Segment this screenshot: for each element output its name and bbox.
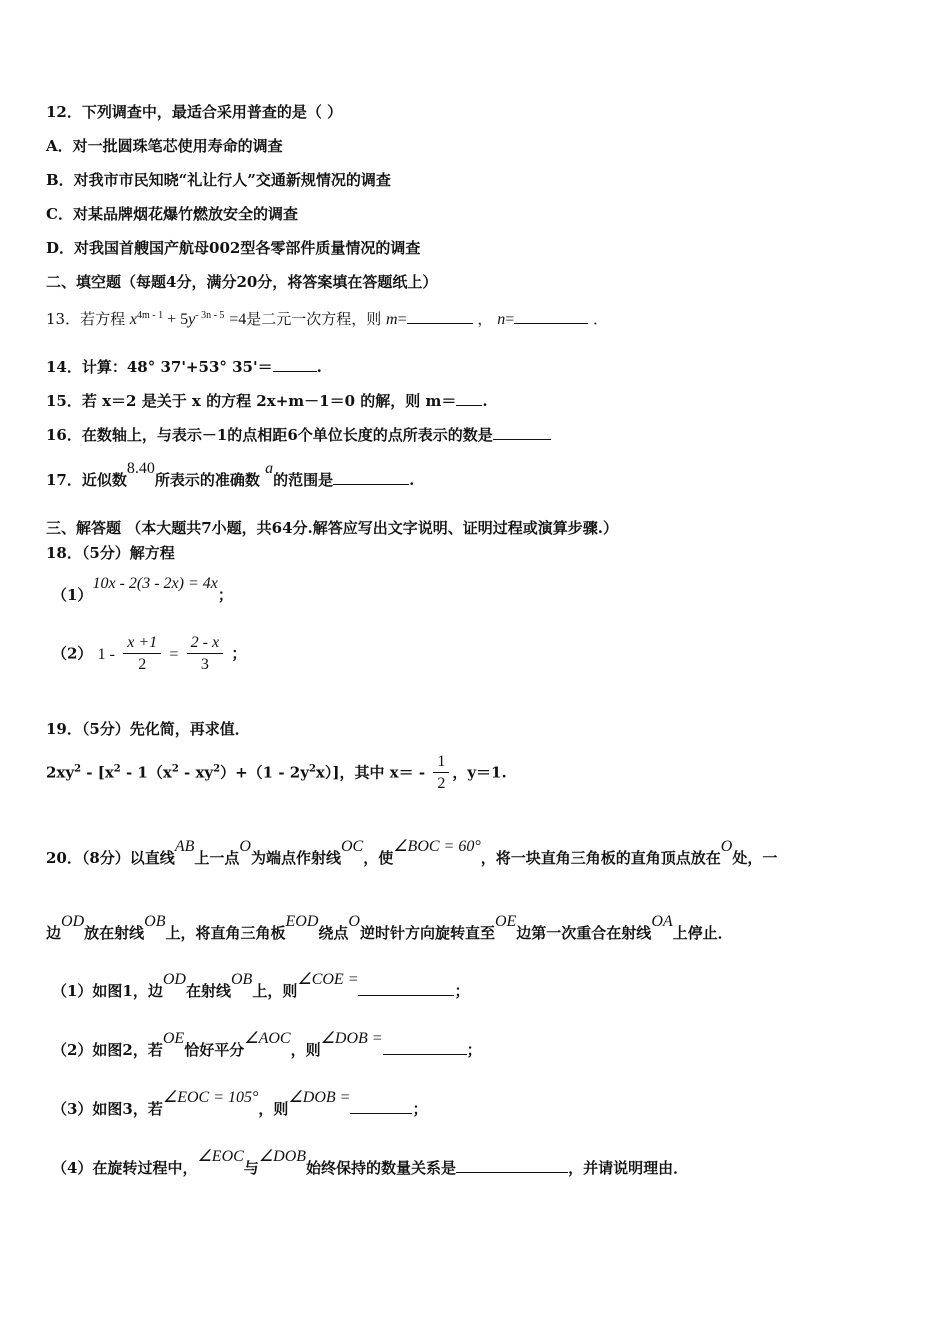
q20-p1-OB: OB (231, 971, 253, 988)
q19-sq4: 2 (213, 763, 221, 775)
q13-eq2: = (505, 311, 515, 328)
q19-stem: 19．（5分）先化简，再求值． (46, 720, 250, 738)
q20-l1-e: ，将一块直角三角板的直角顶点放在 (480, 849, 721, 867)
q19-sq2: 2 (113, 763, 121, 775)
q20-p1-blank[interactable] (358, 981, 454, 996)
q20-AB: AB (174, 838, 195, 855)
q19-tail: ，y＝1. (452, 763, 507, 782)
q18-p2-num1: x +1 (123, 633, 161, 654)
q14 (46, 357, 322, 377)
q17-blank[interactable] (333, 470, 409, 485)
q13-y: y (188, 311, 196, 328)
q18-part1 (52, 575, 233, 606)
q20-p4-a: （4）在旋转过程中， (52, 1159, 198, 1177)
q20-p3-b: ，则 (258, 1100, 289, 1118)
q19-expr-c: - 1（x (120, 763, 172, 782)
q18-p2-eq: = (169, 645, 179, 663)
q18-p2-end: ； (231, 644, 247, 663)
q19-expr-f: x）]，其中 x＝ - (315, 763, 426, 782)
q20-l2-e: 逆时针方向旋转直至 (359, 924, 495, 942)
section3-heading: 三、解答题 （本大题共7小题，共64分.解答应写出文字说明、证明过程或演算步骤.） (46, 519, 618, 537)
q20-O2: O (720, 838, 733, 855)
q18-p1-end: ； (217, 586, 233, 604)
q20-part3 (52, 1089, 428, 1120)
q18-part2 (52, 633, 246, 676)
q20-p1-OD: OD (162, 971, 186, 988)
q20-O: O (239, 838, 251, 855)
q20-p1-end: ； (454, 982, 470, 1000)
q15-end: . (482, 392, 488, 410)
q20-p4-b: 与 (243, 1159, 259, 1177)
q20-p1-COE: ∠COE = (297, 971, 359, 988)
q20-p3-EOC: ∠EOC = 105° (162, 1089, 259, 1106)
q20-part4 (52, 1148, 689, 1179)
q20-p2-end: ； (466, 1041, 482, 1059)
q13-num: 13． (46, 310, 81, 328)
q18-p1-label: （1） (52, 586, 93, 604)
q13-n-blank[interactable] (514, 309, 588, 324)
q20-l1-f: 处，一 (732, 849, 778, 867)
q20-p3-end: ； (412, 1100, 428, 1118)
q18-p2-den1: 2 (138, 656, 147, 673)
q20-l2-f: 边第一次重合在射线 (516, 924, 652, 942)
q19-expr-a: 2xy (46, 763, 75, 782)
q20-BOC: ∠BOC = 60° (393, 838, 481, 855)
q20-p1-b: 在射线 (185, 982, 231, 1000)
q20-OA: OA (651, 913, 673, 930)
q20-O3: O (348, 913, 360, 930)
q20-line1 (46, 838, 778, 869)
q13-m: m (386, 311, 398, 328)
q20-p2-AOC: ∠AOC (244, 1030, 291, 1047)
q20-p3-blank[interactable] (350, 1099, 412, 1114)
q13-x: x (129, 311, 137, 328)
q20-l2-d: 绕点 (318, 924, 349, 942)
q13 (46, 306, 608, 330)
q16-text: 16．在数轴上，与表示－1的点相距6个单位长度的点所表示的数是 (46, 426, 493, 444)
q16-blank[interactable] (493, 425, 551, 440)
q18-p2-lhs: 1 - (97, 645, 115, 663)
q12-option-b: B．对我市市民知晓“礼让行人”交通新规情况的调查 (46, 171, 391, 189)
q15-text: 15．若 x＝2 是关于 x 的方程 2x+m－1＝0 的解，则 m＝ (46, 392, 457, 410)
q18-p2-label: （2） (52, 644, 93, 663)
q20-OB: OB (144, 913, 166, 930)
q20-p2-a: （2）如图2，若 (52, 1041, 163, 1059)
q13-pre: 若方程 (80, 310, 126, 328)
q18-p2-num2: 2 - x (187, 633, 223, 654)
section2-heading: 二、填空题（每题4分，满分20分，将答案填在答题纸上） (46, 273, 438, 291)
q20-EOD: EOD (285, 913, 319, 930)
q19-expression (46, 752, 507, 795)
q20-p1-c: 上，则 (252, 982, 298, 1000)
q13-xexp: 4m - 1 (137, 310, 164, 321)
q13-mid: 是二元一次方程，则 (246, 310, 382, 328)
q13-plus: + 5 (163, 311, 189, 328)
q12-option-d: D．对我国首艘国产航母002型各零部件质量情况的调查 (46, 239, 421, 257)
q18-p1-equation: 10x - 2(3 - 2x) = 4x (92, 575, 218, 592)
q17-value: 8.40 (126, 460, 155, 477)
q13-m-blank[interactable] (407, 309, 473, 324)
q20-l1-a: 20．（8分）以直线 (46, 849, 175, 867)
q12-option-a: A．对一批圆珠笔芯使用寿命的调查 (46, 137, 283, 155)
q20-p4-EOC: ∠EOC (197, 1148, 244, 1165)
q17 (46, 460, 415, 491)
q13-comma: ， (477, 310, 493, 328)
q20-OE: OE (494, 913, 517, 930)
q17-num: 17．近似数 (46, 471, 127, 489)
q20-p2-c: ，则 (290, 1041, 321, 1059)
q20-p3-a: （3）如图3，若 (52, 1100, 163, 1118)
q20-l2-g: 上停止． (672, 924, 733, 942)
q13-yexp: - 3n - 5 (195, 310, 225, 321)
q19-expr-b: - [x (81, 763, 114, 782)
q20-p4-DOB: ∠DOB (258, 1148, 307, 1165)
q20-part2 (52, 1030, 482, 1061)
q17-mid: 所表示的准确数 (154, 471, 260, 489)
q19-fraction (433, 752, 449, 795)
q20-p2-b: 恰好平分 (184, 1041, 245, 1059)
q20-l1-d: ，使 (363, 849, 394, 867)
q13-n: n (497, 311, 506, 328)
q20-part1 (52, 971, 470, 1002)
q20-l1-c: 为端点作射线 (250, 849, 341, 867)
q14-end: . (316, 358, 322, 376)
q20-p4-c: 始终保持的数量关系是 (306, 1159, 457, 1177)
q17-end-text: 的范围是 (273, 471, 334, 489)
q18-p2-den2: 3 (200, 656, 209, 673)
q19-sq3: 2 (171, 763, 179, 775)
q18-stem: 18．（5分）解方程 (46, 544, 175, 562)
q20-p1-a: （1）如图1，边 (52, 982, 163, 1000)
q12-stem: 12．下列调查中，最适合采用普查的是（ ） (46, 103, 343, 121)
q15-blank[interactable] (456, 391, 482, 406)
q13-end: ． (593, 310, 609, 328)
q13-eq1: = (397, 311, 407, 328)
q16 (46, 425, 551, 445)
q19-sq5: 2 (308, 763, 316, 775)
q20-p2-DOB: ∠DOB = (320, 1030, 383, 1047)
q20-p2-blank[interactable] (383, 1040, 467, 1055)
q17-var: a (265, 460, 274, 477)
q14-blank[interactable] (273, 357, 317, 372)
q18-p2-fraction2 (187, 633, 223, 676)
q19-expr-e: ）+（1 - 2y (220, 763, 309, 782)
q20-line2 (46, 913, 733, 944)
q19-frac-den: 2 (437, 775, 446, 792)
q12-option-c: C．对某品牌烟花爆竹燃放安全的调查 (46, 205, 298, 223)
q19-sq1: 2 (74, 763, 82, 775)
q20-p3-DOB: ∠DOB = (288, 1089, 351, 1106)
q14-text: 14．计算：48° 37'+53° 35'＝ (46, 358, 273, 376)
q20-l2-b: 放在射线 (84, 924, 145, 942)
q20-l2-c: 上，将直角三角板 (165, 924, 286, 942)
q20-l1-b: 上一点 (194, 849, 240, 867)
q15 (46, 391, 488, 411)
q20-p2-OE: OE (162, 1030, 185, 1047)
q17-end: . (409, 471, 415, 489)
q19-expr-d: - xy (178, 763, 214, 782)
q13-eq: =4 (229, 311, 247, 328)
q20-OC: OC (340, 838, 364, 855)
q18-p2-fraction1 (123, 633, 161, 676)
q20-l2-a: 边 (46, 924, 62, 942)
q20-p4-end: ，并请说明理由． (568, 1159, 689, 1177)
q20-OD: OD (61, 913, 85, 930)
q20-p4-blank[interactable] (456, 1158, 568, 1173)
q19-frac-num: 1 (433, 752, 449, 773)
